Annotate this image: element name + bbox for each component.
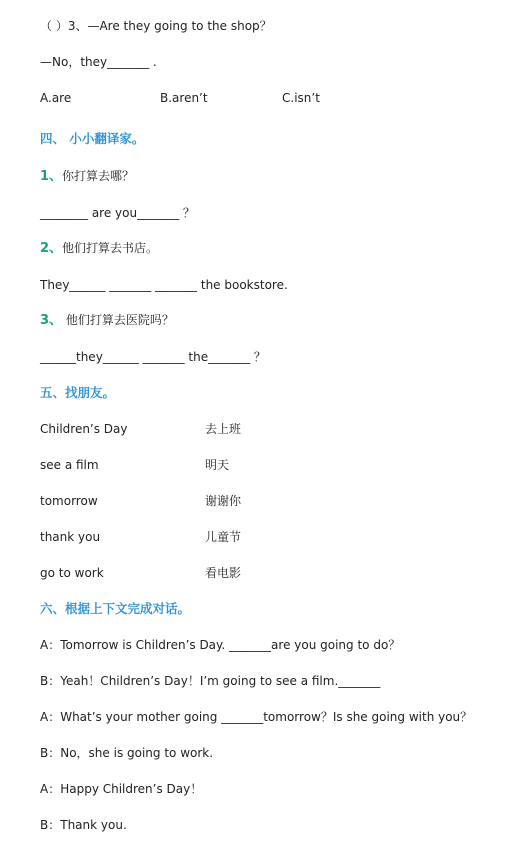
translate-item-1-prompt xyxy=(40,168,134,185)
chinese-text: 你打算去哪？ xyxy=(62,169,135,183)
match-left-3: tomorrow xyxy=(40,494,98,508)
dialogue-line-2: B：Yeah！Children’s Day！I’m going to see a film._______ xyxy=(40,674,381,688)
match-left-2: see a film xyxy=(40,458,99,472)
translate-item-3-prompt xyxy=(40,312,174,329)
dialogue-line-4: B：No，she is going to work. xyxy=(40,746,214,760)
translate-item-3-answer: ______they______ _______ the_______ ？ xyxy=(40,350,266,364)
question-3-stem: （ ）3、—Are they going to the shop？ xyxy=(40,19,272,33)
match-right-2: 明天 xyxy=(205,458,230,472)
translate-item-1-answer: ________ are you_______ ？ xyxy=(40,206,195,220)
section-5-heading: 五、找朋友。 xyxy=(40,385,116,400)
match-right-4: 儿童节 xyxy=(205,530,242,544)
chinese-text: 他们打算去医院吗？ xyxy=(62,313,174,327)
chinese-text: 他们打算去书店。 xyxy=(62,241,159,255)
match-left-1: Children’s Day xyxy=(40,422,128,436)
match-left-4: thank you xyxy=(40,530,101,544)
item-number: 2、 xyxy=(40,241,63,256)
option-c: C.isn’t xyxy=(282,91,320,105)
dialogue-line-6: B：Thank you. xyxy=(40,818,127,832)
option-a: A.are xyxy=(40,91,72,105)
item-number: 1、 xyxy=(40,169,63,184)
dialogue-line-5: A：Happy Children’s Day！ xyxy=(40,782,203,796)
section-6-heading: 六、根据上下文完成对话。 xyxy=(40,601,191,616)
match-right-1: 去上班 xyxy=(205,422,242,436)
translate-item-2-answer: They______ _______ _______ the bookstore. xyxy=(40,278,288,292)
match-right-3: 谢谢你 xyxy=(205,494,242,508)
item-number: 3、 xyxy=(40,313,63,328)
dialogue-line-1: A：Tomorrow is Children’s Day. _______are you going to do？ xyxy=(40,638,401,652)
translate-item-2-prompt xyxy=(40,240,158,257)
match-right-5: 看电影 xyxy=(205,566,242,580)
option-b: B.aren’t xyxy=(160,91,208,105)
section-4-heading: 四、 小小翻译家。 xyxy=(40,131,145,146)
dialogue-line-3: A：What’s your mother going _______tomorrow？Is she going with you？ xyxy=(40,710,473,724)
question-3-reply: —No，they_______ . xyxy=(40,55,157,69)
match-left-5: go to work xyxy=(40,566,104,580)
